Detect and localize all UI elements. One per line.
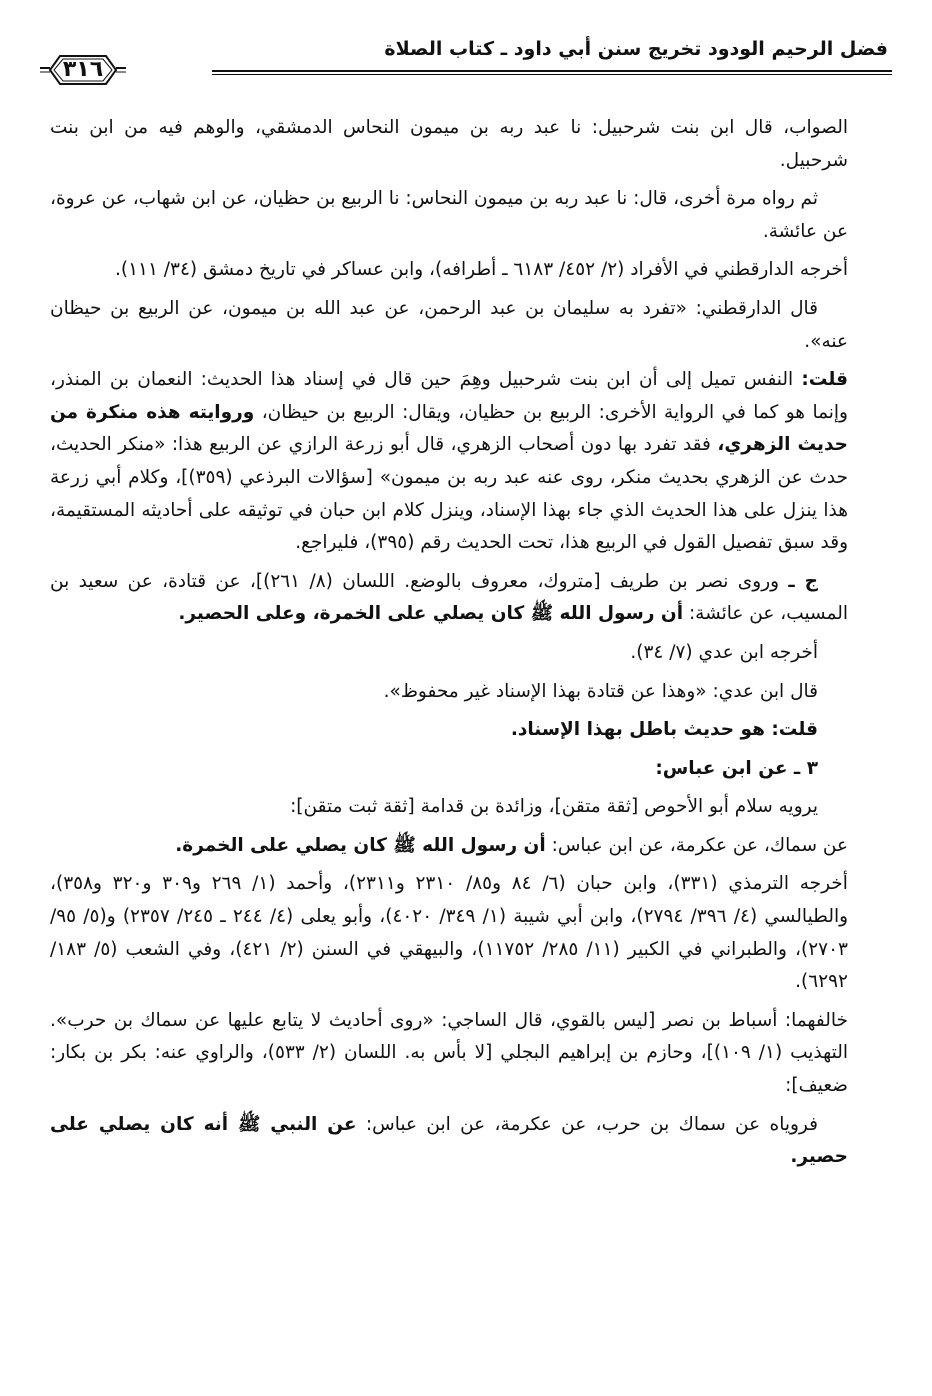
paragraph [50, 183, 848, 248]
paragraph [50, 364, 848, 560]
text-segment: قال الدارقطني: «تفرد به سليمان بن عبد الرحمن، عن عبد الله بن ميمون، عن الربيع بن حيظان عنه». [50, 297, 848, 352]
paragraph [50, 1109, 848, 1174]
header-rule-thin [212, 74, 892, 75]
bold-text-segment: وروايته هذه منكرة من حديث الزهري، [50, 401, 848, 456]
paragraph [50, 112, 848, 177]
text-segment: أخرجه الدارقطني في الأفراد (٢/ ٤٥٢/ ٦١٨٣ ـ أطرافه)، وابن عساكر في تاريخ دمشق (٣٤/ ١١١). [114, 259, 848, 281]
header-rule [212, 70, 892, 72]
bold-text-segment: أن رسول الله ﷺ كان يصلي على الخمرة. [175, 834, 546, 856]
text-segment: ثم رواه مرة أخرى، قال: نا عبد ربه بن ميمون النحاس: نا الربيع بن حظيان، عن ابن شهاب، عن عروة، عن عائشة. [49, 188, 848, 242]
page-number-ornament [40, 50, 126, 90]
text-segment: عن سماك، عن عكرمة، عن ابن عباس: [545, 834, 848, 856]
text-segment: أخرجه الترمذي (٣٣١)، وابن حبان (٦/ ٨٤ و٨٥/ ٢٣١٠ و٢٣١١)، وأحمد (١/ ٢٦٩ و٣٠٩ و٣٢٠ و٣٥٨)، والطيالسي (٤/ ٣٩٦/ ٢٧٩٤)، وابن أبي شيبة (١/ ٣٤٩/ ٤٠٢٠)، وأبو يعلى (٤/ ٢٤٤ ـ ٢٤٥/ ٢٣٥٧) و(٥/ ٩٥/ ٢٧٠٣)، والطبراني في الكبير (١١/ ٢٨٥/ ١١٧٥٢)، والبيهقي في السنن (٢/ ٤٢١)، وفي الشعب (٥/ ١٨٣/ ٦٢٩٢). [50, 873, 849, 993]
text-segment: فقد تفرد بها دون أصحاب الزهري، قال أبو زرعة الرازي عن الربيع هذا: «منكر الحديث، حدث عن الزهري بحديث منكر، روى عنه عبد ربه بن ميمون» [سؤالات البرذعي (٣٥٩)]، وكلام أبي زرعة هذا ينزل على هذا الحديث الذي جاء بهذا الإسناد، وينزل كلام ابن حبان في توثيقه على أحاديثه المستقيمة، وقد سبق تفصيل القول في الربيع هذا، تحت الحديث رقم (٣٩٥)، فليراجع. [50, 434, 848, 554]
bold-text-segment: عن النبي ﷺ أنه كان يصلي على حصير. [50, 1113, 848, 1168]
page-number: ٣١٦ [62, 57, 104, 82]
bold-text-segment: ٣ ـ عن ابن عباس: [655, 757, 818, 779]
paragraph [50, 714, 848, 747]
bold-text-segment: قلت: [801, 369, 848, 391]
paragraph [50, 254, 848, 287]
paragraph [50, 293, 848, 358]
page-header [40, 38, 892, 100]
bold-text-segment: أن رسول الله ﷺ كان يصلي على الخمرة، وعلى الحصير. [178, 603, 684, 625]
page-body [50, 112, 848, 1180]
paragraph [50, 830, 848, 863]
text-segment: قال ابن عدي: «وهذا عن قتادة بهذا الإسناد غير محفوظ». [383, 680, 818, 702]
text-segment: الصواب، قال ابن بنت شرحبيل: نا عبد ربه بن ميمون النحاس الدمشقي، والوهم فيه من ابن بنت شرحبيل. [50, 117, 848, 171]
text-segment: خالفهما: أسباط بن نصر [ليس بالقوي، قال الساجي: «روى أحاديث لا يتابع عليها عن سماك بن حرب». التهذيب (١/ ١٠٩)]، وحازم بن إبراهيم البجلي [لا بأس به. اللسان (٢/ ٥٣٣)، والراوي عنه: بكر بن بكار: ضعيف]: [50, 1009, 848, 1097]
text-segment: وروى نصر بن طريف [متروك، معروف بالوضع. اللسان (٨/ ٢٦١)]، عن قتادة، عن سعيد بن المسيب، عن عائشة: [50, 570, 848, 625]
text-segment: فروياه عن سماك بن حرب، عن عكرمة، عن ابن عباس: [356, 1113, 818, 1135]
paragraph [50, 566, 848, 631]
paragraph [50, 753, 848, 786]
text-segment: أخرجه ابن عدي (٧/ ٣٤). [630, 641, 818, 663]
paragraph [50, 791, 848, 824]
paragraph [50, 637, 848, 670]
paragraph [50, 868, 848, 998]
text-segment: النفس تميل إلى أن ابن بنت شرحبيل وهِمَ حين قال في إسناد هذا الحديث: النعمان بن المنذر، وإنما هو كما في الرواية الأخرى: الربيع بن حظيان، ويقال: الربيع بن حيظان، [50, 369, 848, 423]
text-segment: يرويه سلام أبو الأحوص [ثقة متقن]، وزائدة بن قدامة [ثقة ثبت متقن]: [290, 796, 818, 818]
paragraph [50, 1005, 848, 1103]
running-title: فضل الرحيم الودود تخريج سنن أبي داود ـ كتاب الصلاة [384, 38, 888, 60]
paragraph [50, 676, 848, 709]
bold-text-segment: قلت: هو حديث باطل بهذا الإسناد. [510, 719, 818, 741]
bold-text-segment: ج ـ [788, 570, 818, 592]
